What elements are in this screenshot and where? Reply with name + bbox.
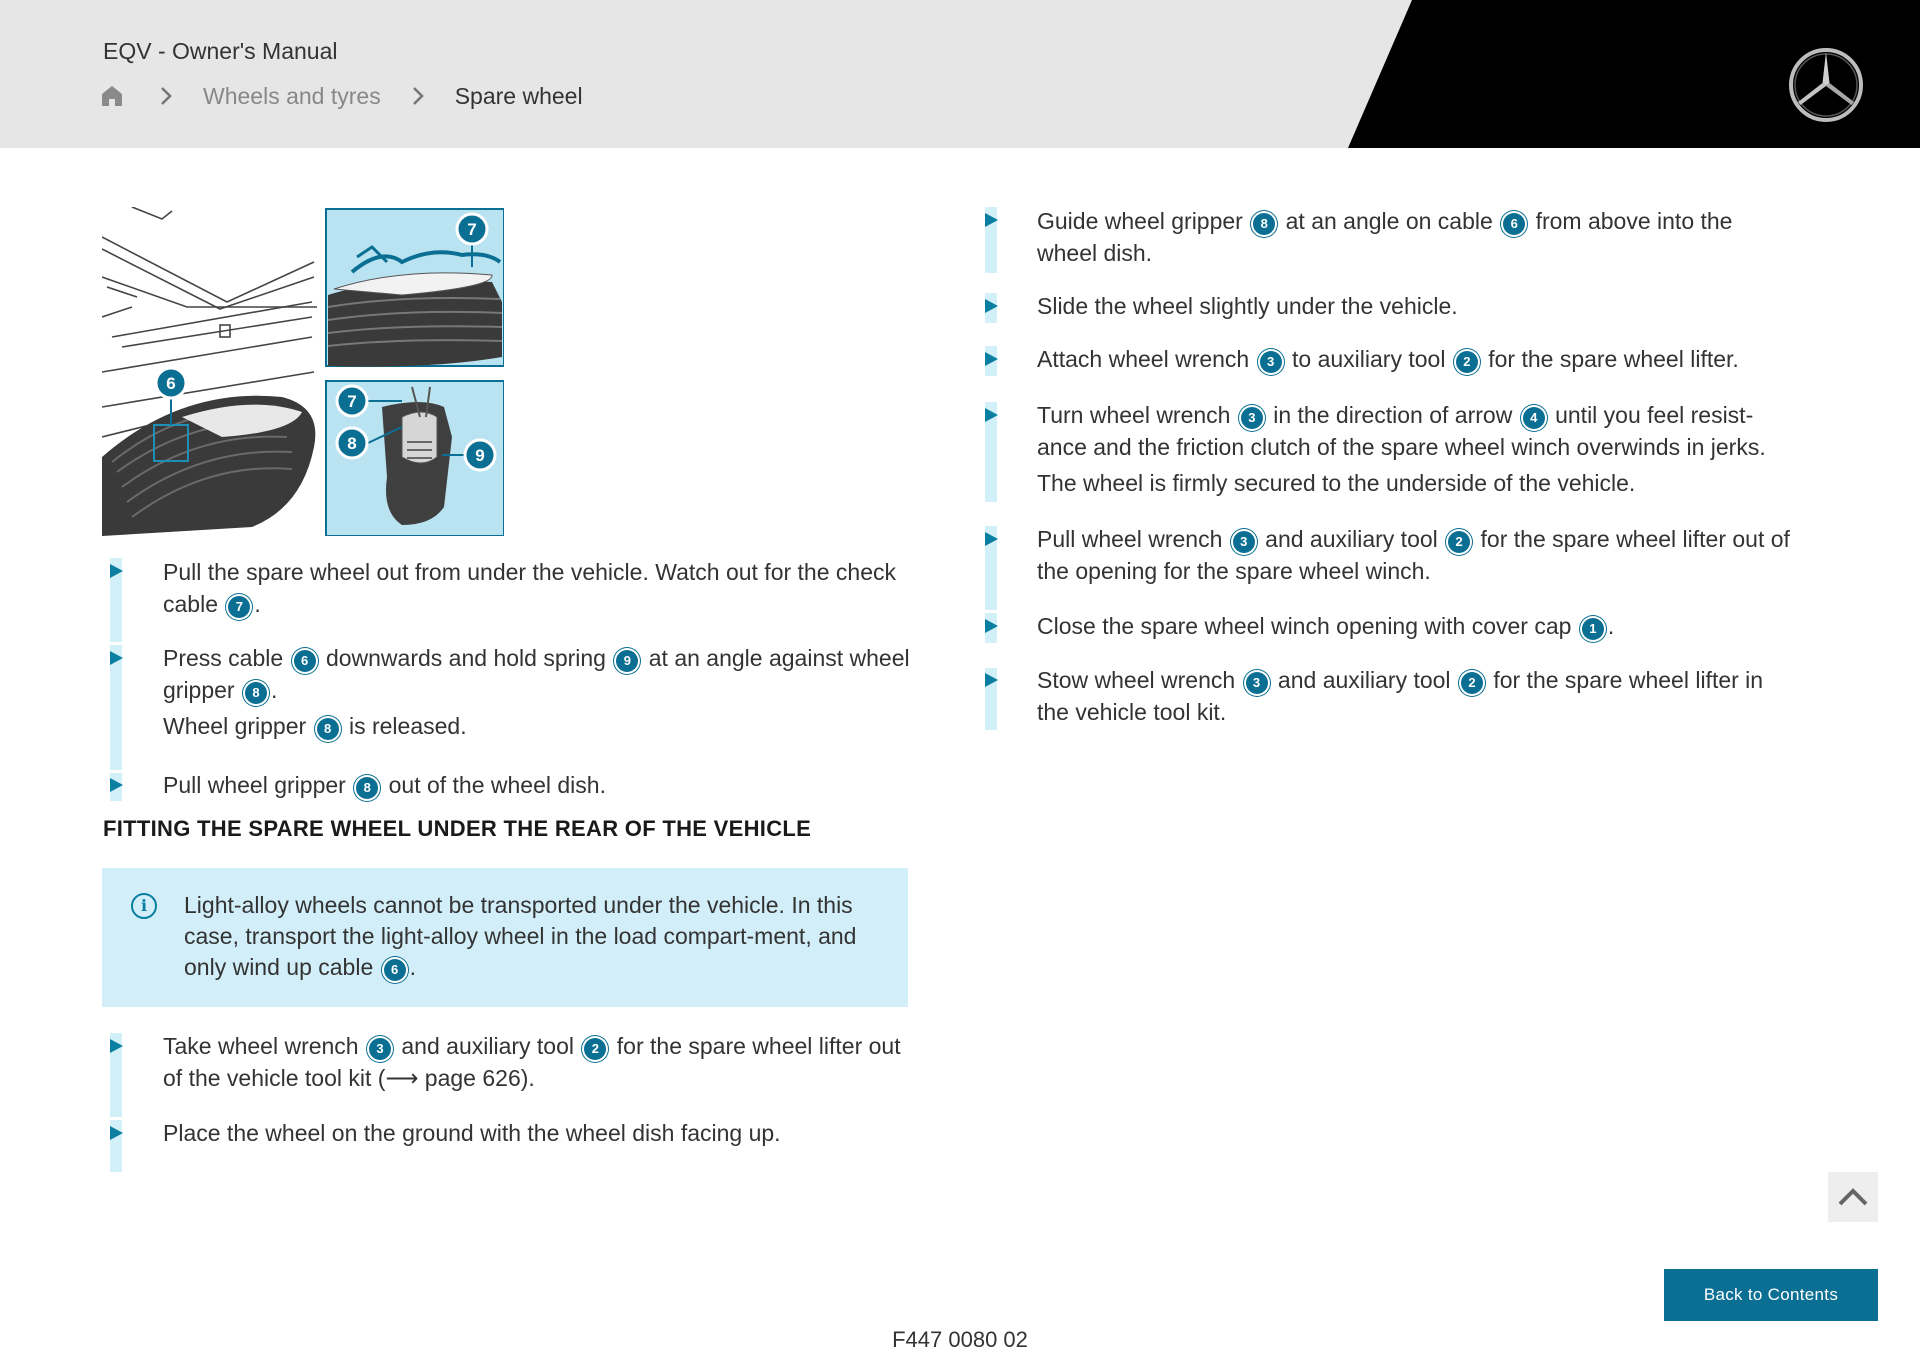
callout-number: 2 xyxy=(1456,351,1478,373)
svg-text:9: 9 xyxy=(475,446,485,465)
back-to-contents-button[interactable]: Back to Contents xyxy=(1664,1269,1878,1321)
callout-number: 6 xyxy=(1503,213,1525,235)
callout-number: 3 xyxy=(369,1038,391,1060)
step-item: Place the wheel on the ground with the wheel dish facing up. xyxy=(163,1120,781,1146)
callout-number: 6 xyxy=(294,650,316,672)
mercedes-star-logo xyxy=(1788,47,1864,123)
step-item: Turn wheel wrench 3 in the direction of arrow 4 until you feel resist-ance and the friction clutch of the spare wheel winch overwinds in jerks. The wheel is firmly secured to the underside of the vehicle. xyxy=(1037,399,1797,499)
bullet-arrow-icon xyxy=(985,299,998,313)
bullet-arrow-icon xyxy=(985,408,998,422)
breadcrumb-current: Spare wheel xyxy=(454,82,583,109)
callout-6 xyxy=(156,368,186,398)
step-item: Guide wheel gripper 8 at an angle on cable 6 from above into the wheel dish. xyxy=(1037,208,1733,266)
bullet-arrow-icon xyxy=(985,213,998,227)
callout-number: 2 xyxy=(1461,672,1483,694)
callout-number: 3 xyxy=(1260,351,1282,373)
step-item: Pull wheel gripper 8 out of the wheel dish. xyxy=(163,772,606,798)
step-item: Attach wheel wrench 3 to auxiliary tool 2 for the spare wheel lifter. xyxy=(1037,346,1739,372)
info-icon: i xyxy=(131,893,157,919)
step-item: Stow wheel wrench 3 and auxiliary tool 2 for the spare wheel lifter in the vehicle tool kit. xyxy=(1037,667,1764,725)
callout-number: 8 xyxy=(245,682,267,704)
info-box-text: Light-alloy wheels cannot be transported under the vehicle. In this case, transport the light-alloy wheel in the load compart-ment, and only wind up cable 6 . xyxy=(184,892,857,980)
callout-number: 3 xyxy=(1241,407,1263,429)
step-result: Wheel gripper 8 is released. xyxy=(163,713,467,739)
callout-number: 6 xyxy=(384,959,406,981)
step-result: The wheel is firmly secured to the underside of the vehicle. xyxy=(1037,470,1636,496)
bullet-arrow-icon xyxy=(110,1126,123,1140)
bullet-arrow-icon xyxy=(110,564,123,578)
bullet-arrow-icon xyxy=(110,778,123,792)
bullet-arrow-icon xyxy=(985,532,998,546)
step-item: Close the spare wheel winch opening with cover cap 1 . xyxy=(1037,613,1615,639)
step-item: Press cable 6 downwards and hold spring 9 at an angle against wheel gripper 8 . Wheel gripper 8 is released. xyxy=(163,642,913,742)
callout-number: 8 xyxy=(1253,213,1275,235)
bullet-arrow-icon xyxy=(110,1039,123,1053)
chevron-right-icon xyxy=(411,85,425,107)
step-item: Pull wheel wrench 3 and auxiliary tool 2 for the spare wheel lifter out of the opening for the spare wheel winch. xyxy=(1037,526,1790,584)
step-item: Pull the spare wheel out from under the vehicle. Watch out for the check cable 7 . xyxy=(163,559,896,617)
callout-number: 2 xyxy=(1448,531,1470,553)
callout-number: 7 xyxy=(228,596,250,618)
callout-number: 1 xyxy=(1582,618,1604,640)
callout-number: 8 xyxy=(317,718,339,740)
document-title: EQV - Owner's Manual xyxy=(103,38,338,64)
callout-number: 8 xyxy=(356,777,378,799)
step-item: Take wheel wrench 3 and auxiliary tool 2 for the spare wheel lifter out of the vehicle tool kit (⟶ page 626). xyxy=(163,1033,901,1091)
header-black-panel xyxy=(0,0,1920,148)
chevron-up-icon xyxy=(1828,1172,1878,1222)
svg-text:7: 7 xyxy=(347,392,357,411)
chevron-right-icon xyxy=(159,85,173,107)
bullet-arrow-icon xyxy=(985,673,998,687)
page-header xyxy=(0,0,1920,148)
detail-bottom-drawing xyxy=(382,387,452,525)
callout-number: 4 xyxy=(1523,407,1545,429)
callout-number: 3 xyxy=(1246,672,1268,694)
breadcrumb xyxy=(101,80,583,112)
step-item: Slide the wheel slightly under the vehicle. xyxy=(1037,293,1458,319)
home-icon[interactable] xyxy=(101,85,123,107)
callout-number: 9 xyxy=(616,650,638,672)
section-heading: FITTING THE SPARE WHEEL UNDER THE REAR OF THE VEHICLE xyxy=(103,816,812,841)
bullet-arrow-icon xyxy=(985,352,998,366)
svg-text:6: 6 xyxy=(166,374,176,393)
svg-text:8: 8 xyxy=(347,434,357,453)
breadcrumb-wheels-and-tyres[interactable]: Wheels and tyres xyxy=(203,82,381,109)
bullet-arrow-icon xyxy=(985,619,998,633)
figure-code: F447 0080 02 xyxy=(892,1327,1028,1352)
svg-text:7: 7 xyxy=(467,220,477,239)
callout-number: 3 xyxy=(1233,531,1255,553)
callout-number: 2 xyxy=(584,1038,606,1060)
spare-wheel-illustration xyxy=(102,207,504,536)
scroll-to-top-button[interactable] xyxy=(1828,1172,1878,1222)
bullet-arrow-icon xyxy=(110,651,123,665)
